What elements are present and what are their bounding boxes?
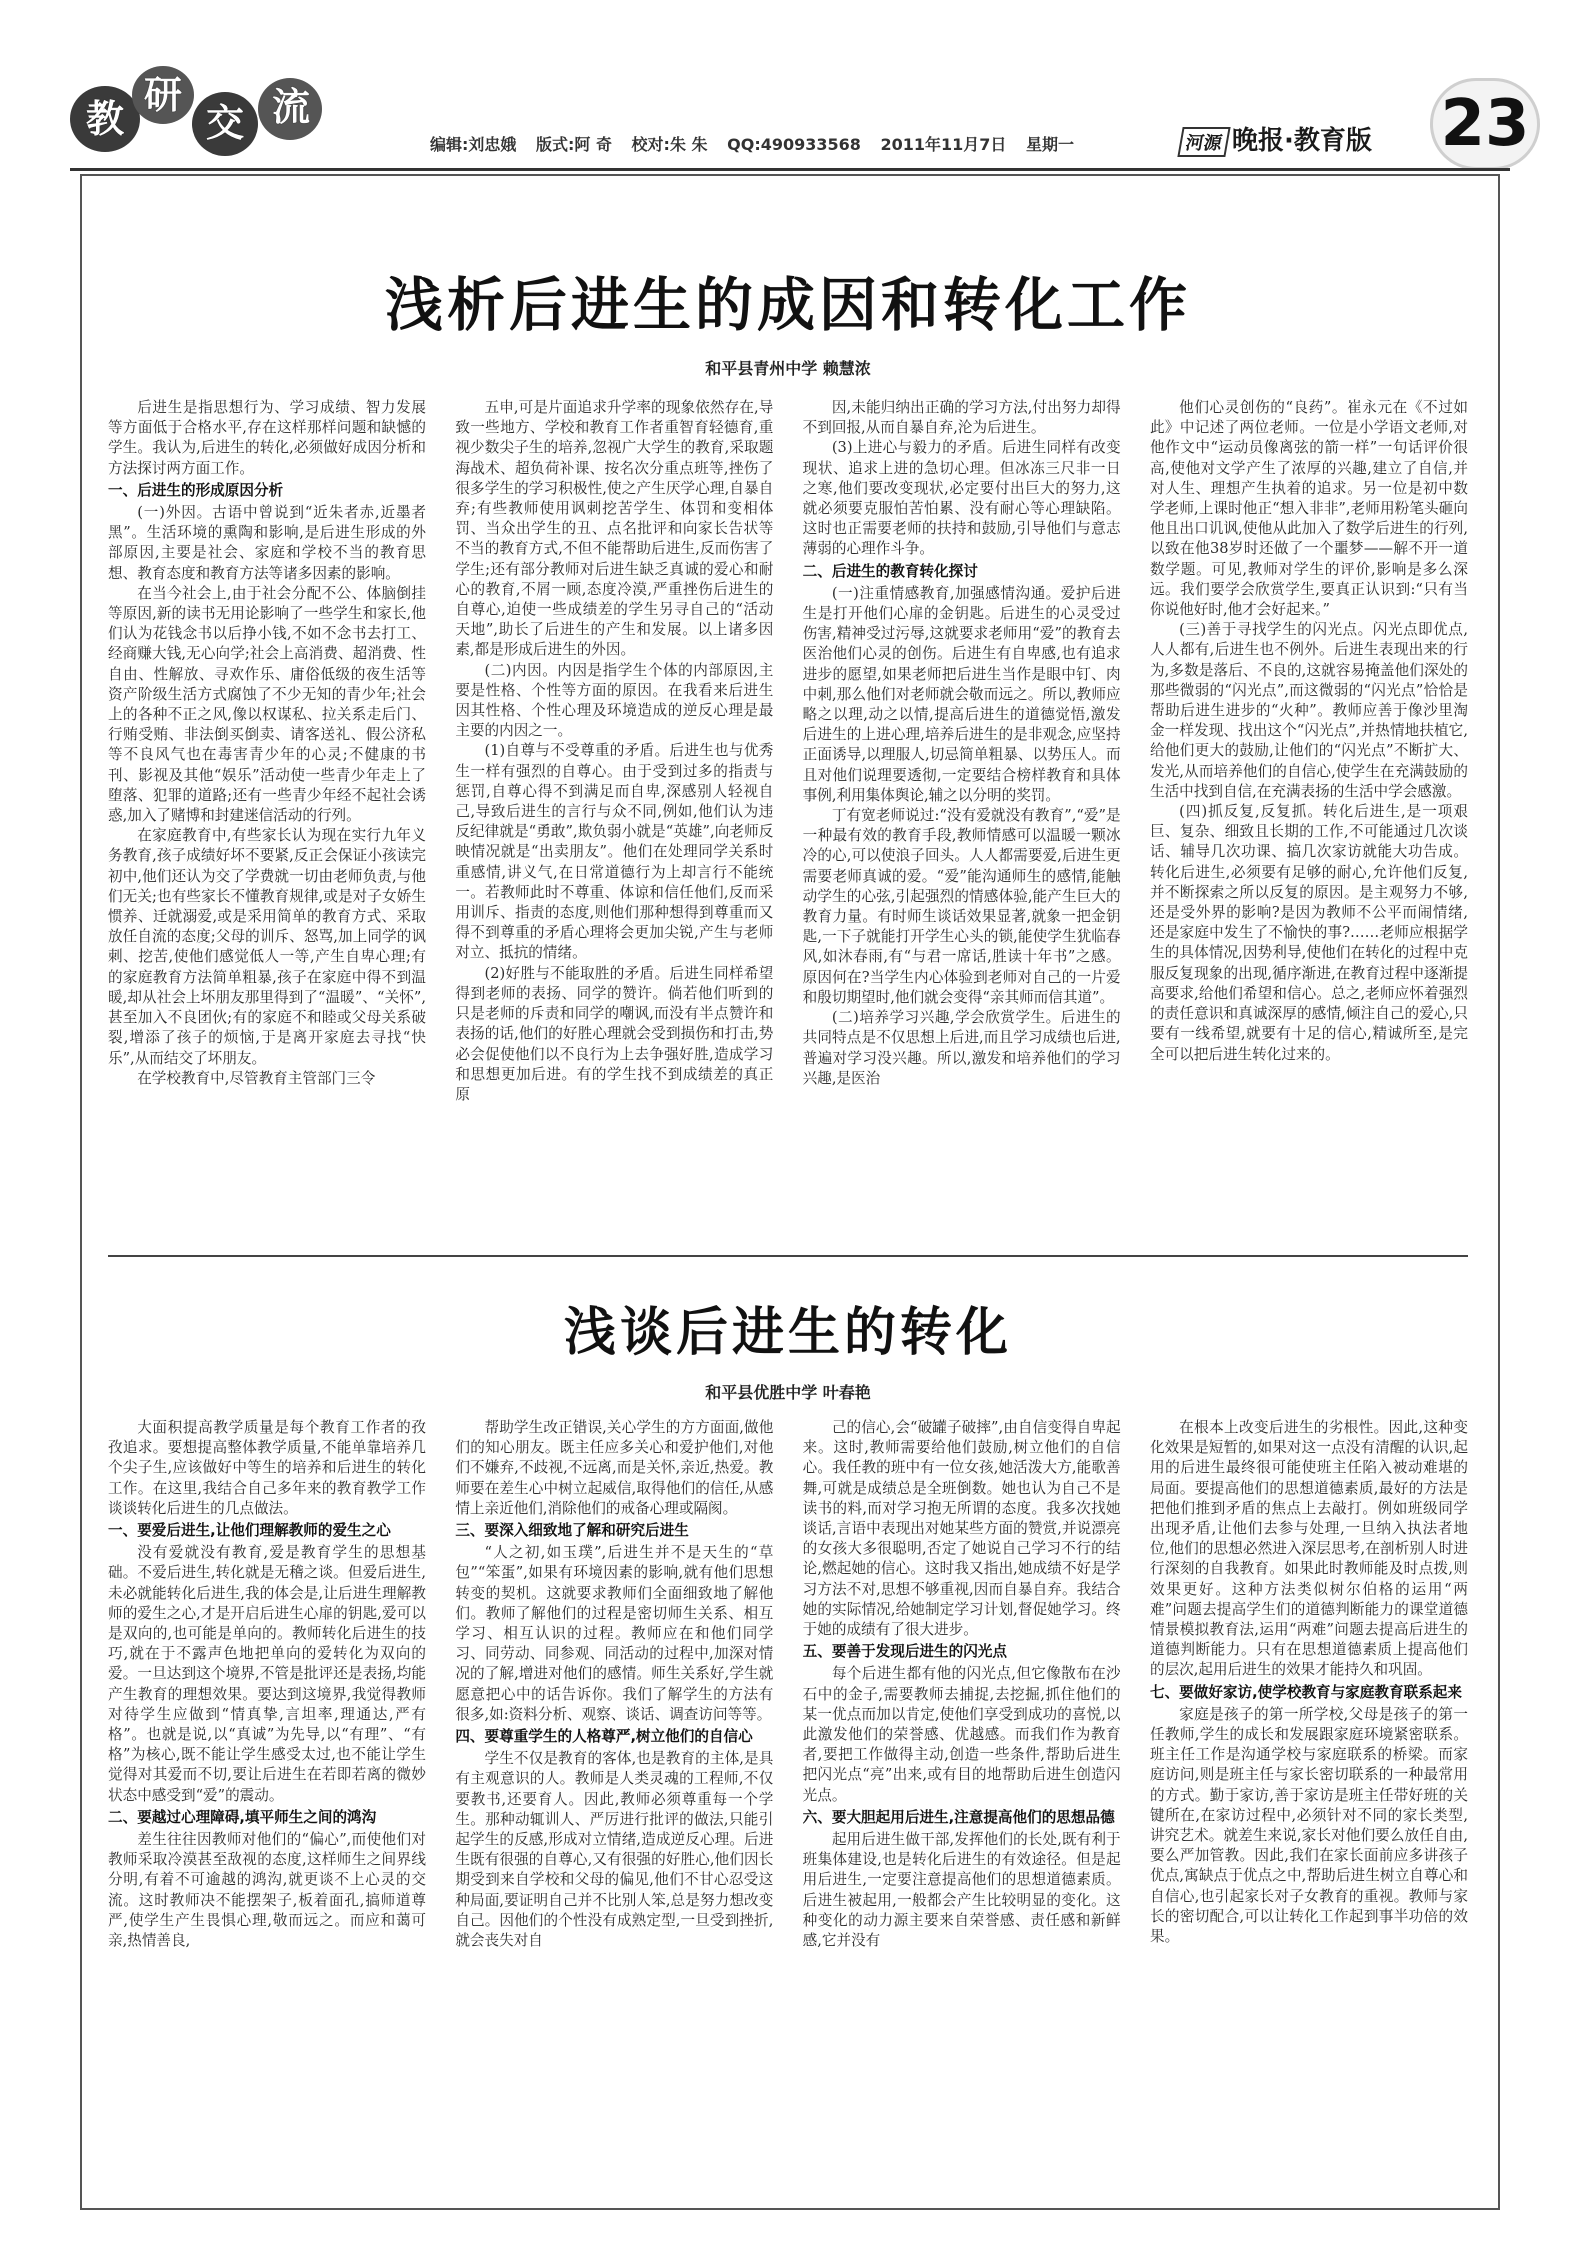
body-paragraph: (一)注重情感教育,加强感情沟通。爱护后进生是打开他们心扉的金钥匙。后进生的心灵受过伤害,精神受过污辱,这就要求老师用“爱”的教育去医治他们心灵的创伤。后进生有自卑感,也有追求进步的愿望,如果老师把后进生当作是眼中钉、肉中刺,那么他们对老师就会敬而远之。所以,教师应略之以理,动之以情,提高后进生的道德觉悟,激发后进生的上进心理,培养后进生的是非观念,应坚持正面诱导,以理服人,切忌简单粗暴、以势压人。而且对他们说理要透彻,一定要结合榜样教育和具体事例,利用集体舆论,辅之以分明的奖罚。 (802, 584, 1121, 804)
body-paragraph: 在当今社会上,由于社会分配不公、体脑倒挂等原因,新的读书无用论影响了一些学生和家长,他们认为花钱念书以后挣小钱,不如不念书去打工、经商赚大钱,无心向学;社会上高消费、超消费、性自由、性解放、寻欢作乐、庸俗低级的夜生活等资产阶级生活方式腐蚀了不少无知的青少年;社会上的各种不正之风,像以权谋私、拉关系走后门、行贿受贿、非法倒买倒卖、请客送礼、假公济私等不良风气也在毒害青少年的心灵;不健康的书刊、影视及其他“娱乐”活动使一些青少年走上了堕落、犯罪的道路;还有一些青少年经不起社会诱惑,加入了赌博和封建迷信活动的行列。 (108, 584, 426, 825)
body-paragraph: 在家庭教育中,有些家长认为现在实行九年义务教育,孩子成绩好坏不要紧,反正会保证小孩读完初中,他们还认为交了学费就一切由老师负责,与他们无关;也有些家长不懂教育规律,或是对子女娇生惯养、迁就溺爱,或是采用简单的教育方式、采取放任自流的态度;父母的训斥、怒骂,加上同学的讽刺、挖苦,使他们感觉低人一等,产生自卑心理;有的家庭教育方法简单粗暴,孩子在家庭中得不到温暖,却从社会上坏朋友那里得到了“温暖”、“关怀”,甚至加入不良团伙;有的家庭不和睦或父母关系破裂,增添了孩子的烦恼,于是离开家庭去寻找“快乐”,从而结交了坏朋友。 (108, 827, 426, 1067)
body-paragraph: 在学校教育中,尽管教育主管部门三令 (137, 1069, 376, 1087)
article-divider (108, 1255, 1468, 1257)
section-char: 研 (144, 72, 183, 117)
section-heading: 五、要善于发现后进生的闪光点 (802, 1643, 1007, 1661)
proof-credit: 校对:朱 朱 (631, 135, 708, 154)
section-heading: 六、要大胆起用后进生,注意提高他们的思想品德 (802, 1808, 1115, 1826)
article2-column (1150, 1418, 1468, 2193)
paper-name (1180, 120, 1372, 157)
article2-byline: 和平县优胜中学 叶春艳 (705, 1383, 871, 1402)
body-paragraph: (3)上进心与毅力的矛盾。后进生同样有改变现状、追求上进的急切心理。但冰冻三尺非一日之寒,他们要改变现状,必定要付出巨大的努力,这就必须要克服怕苦怕累、没有耐心等心理缺陷。这时也正需要老师的扶持和鼓励,引导他们与意志薄弱的心理作斗争。 (802, 439, 1121, 558)
body-paragraph: (2)好胜与不能取胜的矛盾。后进生同样希望得到老师的表扬、同学的赞许。倘若他们听到的只是老师的斥责和同学的嘲讽,而没有半点赞许和表扬的话,他们的好胜心理就会受到损伤和打击,势必会促使他们以不良行为上去争强好胜,造成学习和思想更加后进。有的学生找不到成绩差的真正原 (455, 964, 774, 1103)
body-paragraph: 大面积提高教学质量是每个教育工作者的孜孜追求。要想提高整体教学质量,不能单靠培养几个尖子生,应该做好中等生的培养和后进生的转化工作。在这里,我结合自己多年来的教育教学工作谈谈转化后进生的几点做法。 (108, 1419, 426, 1517)
section-char: 教 (86, 96, 125, 141)
body-paragraph: (一)外因。古语中曾说到“近朱者赤,近墨者黑”。生活环境的熏陶和影响,是后进生形成的外部原因,主要是社会、家庭和学校不当的教育思想、教育态度和教育方法等诸多因素的影响。 (108, 504, 426, 582)
article1-column (455, 398, 773, 1228)
issue-date: 2011年11月7日 (880, 135, 1007, 154)
edition-info (430, 132, 1088, 155)
body-paragraph: 学生不仅是教育的客体,也是教育的主体,是具有主观意识的人。教师是人类灵魂的工程师,不仅要教书,还要育人。因此,教师必须尊重每一个学生。那种动辄训人、严厉进行批评的做法,只能引起学生的反感,形成对立情绪,造成逆反心理。后进生既有很强的自尊心,又有很强的好胜心,他们因长期受到来自学校和父母的偏见,他们不甘心忍受这种局面,要证明自己并不比别人笨,总是努力想改变自己。因他们的个性没有成熟定型,一旦受到挫折,就会丧失对自 (455, 1750, 774, 1950)
article1-column (108, 398, 426, 1228)
body-paragraph: (1)自尊与不受尊重的矛盾。后进生也与优秀生一样有强烈的自尊心。由于受到过多的指责与惩罚,自尊心得不到满足而自卑,深感别人轻视自己,导致后进生的言行与众不同,例如,他们认为违反纪律就是“勇敢”,欺负弱小就是“英雄”,向老师反映情况就是“出卖朋友”。他们在处理同学关系时重感情,讲义气,在日常道德行为上却言行不能统一。若教师此时不尊重、体谅和信任他们,反而采用训斥、指责的态度,则他们那种想得到尊重而又得不到尊重的矛盾心理将会更加尖锐,产生与老师对立、抵抗的情绪。 (455, 742, 774, 962)
layout-credit: 版式:阿 奇 (535, 135, 612, 154)
body-paragraph: 在根本上改变后进生的劣根性。因此,这种变化效果是短暂的,如果对这一点没有清醒的认识,起用的后进生最终很可能使班主任陷入被动难堪的局面。要提高他们的思想道德素质,最好的方法是把他们推到矛盾的焦点上去敲打。例如班级同学出现矛盾,让他们去参与处理,一旦纳入执法者地位,他们的思想必然进入深层思考,在剖析别人时进行深刻的自我教育。如果此时教师能及时点拨,则效果更好。这种方法类似树尔伯格的运用“两难”问题去提高学生们的道德判断能力的课堂道德情景模拟教育法,运用“两难”问题去提高后进生的道德判断能力。只有在思想道德素质上提高他们的层次,起用后进生的效果才能持久和巩固。 (1149, 1419, 1468, 1679)
body-paragraph: 己的信心,会“破罐子破摔”,由自信变得自卑起来。这时,教师需要给他们鼓励,树立他们的自信心。我任教的班中有一位女孩,她活泼大方,能歌善舞,可就是成绩总是全班倒数。她也认为自己不是读书的料,而对学习抱无所谓的态度。我多次找她谈话,言语中表现出对她某些方面的赞赏,并说漂亮的女孩大多很聪明,否定了她说自己学习不行的结论,燃起她的信心。这时我又指出,她成绩不好是学习方法不对,思想不够重视,因而自暴自弃。我结合她的实际情况,给她制定学习计划,督促她学习。终于她的成绩有了很大进步。 (802, 1419, 1121, 1639)
section-heading: 二、要越过心理障碍,填平师生之间的鸿沟 (108, 1808, 377, 1826)
paper-logo: 河源 (1177, 127, 1230, 157)
article2-title: 浅谈后进生的转化 (563, 1303, 1012, 1363)
body-paragraph: (二)内因。内因是指学生个体的内部原因,主要是性格、个性等方面的原因。在我看来后进生因其性格、个性心理及环境造成的逆反心理是最主要的内因之一。 (455, 661, 774, 740)
masthead-rule (70, 168, 1510, 171)
body-paragraph: (二)培养学习兴趣,学会欣赏学生。后进生的共同特点是不仅思想上后进,而且学习成绩也后进,普遍对学习没兴趣。所以,激发和培养他们的学习兴趣,是医治 (802, 1009, 1121, 1087)
section-heading: 一、后进生的形成原因分析 (108, 481, 284, 499)
body-paragraph: 因,未能归纳出正确的学习方法,付出努力却得不到回报,从而自暴自弃,沦为后进生。 (802, 399, 1121, 437)
article2-column (108, 1418, 426, 2193)
body-paragraph: “人之初,如玉璞”,后进生并不是天生的“草包”“笨蛋”,如果有环境因素的影响,就有他们思想转变的契机。这就要求教师们全面细致地了解他们。教师了解他们的过程是密切师生关系、相互学习、相互认识的过程。教师应在和他们同学习、同劳动、同参观、同活动的过程中,加深对情况的了解,增进对他们的感情。师生关系好,学生就愿意把心中的话告诉你。我们了解学生的方法有很多,如:资料分析、观察、谈话、调查访问等等。 (455, 1544, 774, 1723)
section-heading: 四、要尊重学生的人格尊严,树立他们的自信心 (455, 1728, 753, 1746)
body-paragraph: (三)善于寻找学生的闪光点。闪光点即优点,人人都有,后进生也不例外。后进生表现出来的行为,多数是落后、不良的,这就容易掩盖他们深处的那些微弱的“闪光点”,而这微弱的“闪光点”恰恰是帮助后进生进步的“火种”。教师应善于像沙里淘金一样发现、找出这个“闪光点”,并热情地扶植它,给他们更大的鼓励,让他们的“闪光点”不断扩大、发光,从而培养他们的自信心,使学生在充满鼓励的生活中找到自信,在充满表扬的生活中学会感激。 (1149, 621, 1468, 800)
qq-contact: QQ:490933568 (727, 135, 861, 154)
section-heading: 二、后进生的教育转化探讨 (802, 562, 978, 580)
article1-body (108, 398, 1468, 1228)
section-heading: 七、要做好家访,使学校教育与家庭教育联系起来 (1149, 1683, 1462, 1701)
body-paragraph: 家庭是孩子的第一所学校,父母是孩子的第一任教师,学生的成长和发展跟家庭环境紧密联系。班主任工作是沟通学校与家庭联系的桥梁。而家庭访问,则是班主任与家长密切联系的一种最常用的方式。勤于家访,善于家访是班主任带好班的关键所在,在家访过程中,必须针对不同的家长类型,讲究艺术。就差生来说,家长对他们要么放任自由,要么严加管教。因此,我们在家长面前应多讲孩子优点,寓缺点于优点之中,帮助后进生树立自尊心和自信心,也引起家长对子女教育的重视。教师与家长的密切配合,可以让转化工作起到事半功倍的效果。 (1149, 1705, 1468, 1946)
article1-column (1150, 398, 1468, 1228)
body-paragraph: 帮助学生改正错误,关心学生的方方面面,做他们的知心朋友。既主任应多关心和爱护他们,对他们不嫌弃,不歧视,不远离,而是关怀,亲近,热爱。教师要在差生心中树立起威信,取得他们的信任,从感情上亲近他们,消除他们的戒备心理或隔阂。 (455, 1419, 774, 1517)
section-char: 交 (206, 100, 245, 145)
page-number-badge (1430, 78, 1540, 170)
editor-credit: 编辑:刘忠娥 (430, 135, 517, 154)
body-paragraph: 起用后进生做干部,发挥他们的长处,既有利于班集体建设,也是转化后进生的有效途径。但是起用后进生,一定要注意提高他们的思想道德素质。后进生被起用,一般都会产生比较明显的变化。这种变化的动力源主要来自荣誉感、责任感和新鲜感,它并没有 (802, 1831, 1121, 1950)
page-number: 23 (1440, 87, 1530, 161)
article1-column (803, 398, 1121, 1228)
article2-column (455, 1418, 773, 2193)
paper-title: 晚报·教育版 (1232, 126, 1372, 156)
section-heading: 一、要爱后进生,让他们理解教师的爱生之心 (108, 1522, 391, 1540)
body-paragraph: 丁有宽老师说过:“没有爱就没有教育”,“爱”是一种最有效的教育手段,教师情感可以温暖一颗冰冷的心,可以使浪子回头。人人都需要爱,后进生更需要老师真诚的爱。“爱”能沟通师生的感情,能触动学生的心弦,引起强烈的情感体验,能产生巨大的教育力量。有时师生谈话效果显著,就象一把金钥匙,一下子就能打开学生心头的锁,能使学生犹临春风,如沐春雨,有“与君一席话,胜读十年书”之感。原因何在?当学生内心体验到老师对自己的一片爱和殷切期望时,他们就会变得“亲其师而信其道”。 (802, 807, 1121, 1006)
body-paragraph: 差生往往因教师对他们的“偏心”,而使他们对教师采取冷漠甚至敌视的态度,这样师生之间界线分明,有着不可逾越的鸿沟,就更谈不上心灵的交流。这时教师决不能摆架子,板着面孔,搞师道尊严,使学生产生畏惧心理,敬而远之。而应和蔼可亲,热情善良, (108, 1831, 426, 1950)
body-paragraph: 后进生是指思想行为、学习成绩、智力发展等方面低于合格水平,存在这样那样问题和缺憾的学生。我认为,后进生的转化,必须做好成因分析和方法探讨两方面工作。 (108, 399, 426, 477)
article2-column (803, 1418, 1121, 2193)
article1-byline: 和平县青州中学 赖慧浓 (705, 359, 871, 378)
body-paragraph: 五申,可是片面追求升学率的现象依然存在,导致一些地方、学校和教育工作者重智育轻德育,重视少数尖子生的培养,忽视广大学生的教育,采取题海战术、超负荷补课、按名次分重点班等,挫伤了很多学生的学习积极性,使之产生厌学心理,自暴自弃;有些教师使用讽刺挖苦学生、体罚和变相体罚、当众出学生的丑、点名批评和向家长告状等不当的教育方式,不但不能帮助后进生,反而伤害了学生;还有部分教师对后进生缺乏真诚的爱心和耐心的教育,不屑一顾,态度冷漠,严重挫伤后进生的自尊心,迫使一些成绩差的学生另寻自己的“活动天地”,助长了后进生的产生和发展。以上诸多因素,都是形成后进生的外因。 (455, 399, 774, 659)
body-paragraph: (四)抓反复,反复抓。转化后进生,是一项艰巨、复杂、细致且长期的工作,不可能通过几次谈话、辅导几次功课、搞几次家访就能大功告成。转化后进生,必须要有足够的耐心,允许他们反复,并不断探索之所以反复的原因。是主观努力不够,还是受外界的影响?是因为教师不公平而闹情绪,还是家庭中发生了不愉快的事?……老师应根据学生的具体情况,因势利导,使他们在转化的过程中克服反复现象的出现,循序渐进,在教育过程中逐渐提高要求,给他们希望和信心。总之,老师应怀着强烈的责任意识和真诚深厚的感情,倾注自己的爱心,只要有一线希望,就要有十足的信心,精诚所至,是完全可以把后进生转化过来的。 (1149, 803, 1468, 1063)
article2-body (108, 1418, 1468, 2193)
issue-weekday: 星期一 (1026, 135, 1075, 154)
body-paragraph: 没有爱就没有教育,爱是教育学生的思想基础。不爱后进生,转化就是无稽之谈。但爱后进生,未必就能转化后进生,我的体会是,让后进生理解教师的爱生之心,才是开启后进生心扉的钥匙,爱可以是双向的,也可能是单向的。教师转化后进生的技巧,就在于不露声色地把单向的爱转化为双向的爱。一旦达到这个境界,不管是批评还是表扬,均能产生教育的理想效果。要达到这境界,我觉得教师对待学生应做到“情真挚,言坦率,理通达,严有格”。也就是说,以“真诚”为先导,以“有理”、“有格”为核心,既不能让学生感受太过,也不能让学生觉得对其爱而不切,要让后进生在若即若离的微妙状态中感受到“爱”的震动。 (108, 1544, 426, 1804)
body-paragraph: 每个后进生都有他的闪光点,但它像散布在沙石中的金子,需要教师去捕捉,去挖掘,抓住他们的某一优点而加以肯定,使他们享受到成功的喜悦,以此激发他们的荣誉感、优越感。而我们作为教育者,要把工作做得主动,创造一些条件,帮助后进生把闪光点“亮”出来,或有目的地帮助后进生创造闪光点。 (802, 1665, 1121, 1804)
section-char: 流 (272, 84, 311, 129)
section-heading: 三、要深入细致地了解和研究后进生 (455, 1522, 689, 1540)
body-paragraph: 他们心灵创伤的“良药”。崔永元在《不过如此》中记述了两位老师。一位是小学语文老师,对他作文中“运动员像离弦的箭一样”一句话评价很高,使他对文学产生了浓厚的兴趣,建立了自信,并对人生、理想产生执着的追求。另一位是初中数学老师,上课时他正“想入非非”,老师用粉笔头砸向他且出口讥讽,使他从此加入了数学后进生的行列,以致在他38岁时还做了一个噩梦——解不开一道数学题。可见,教师对学生的评价,影响是多么深远。我们要学会欣赏学生,要真正认识到:“只有当你说他好时,他才会好起来。” (1149, 399, 1468, 619)
masthead (70, 60, 1530, 170)
article1-title: 浅析后进生的成因和转化工作 (384, 271, 1191, 339)
section-logo (70, 66, 360, 166)
